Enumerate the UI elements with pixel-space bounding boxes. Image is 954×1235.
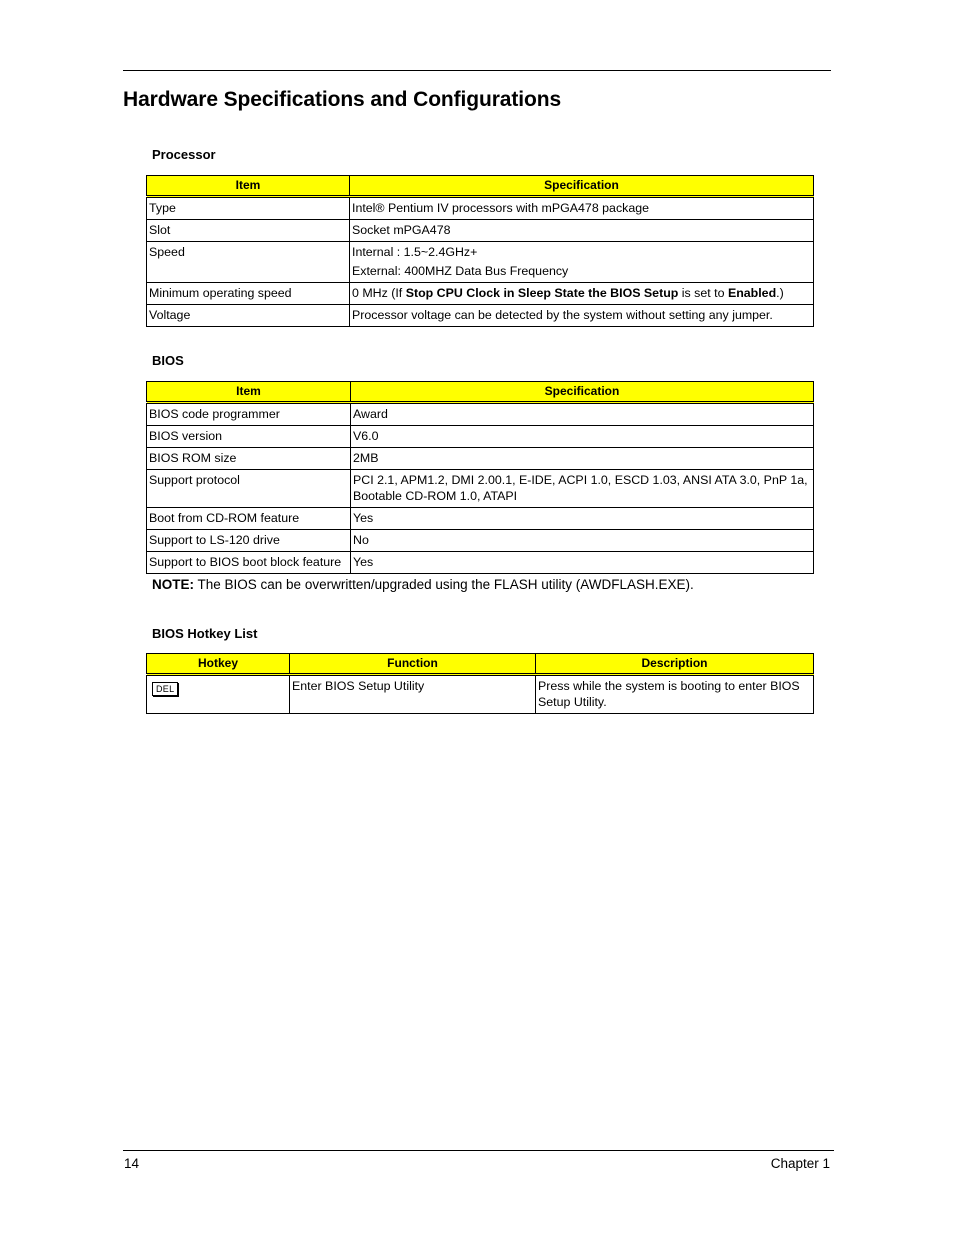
item-cell: BIOS ROM size xyxy=(147,448,351,470)
column-header-specification: Specification xyxy=(350,176,814,197)
table-row xyxy=(147,220,814,242)
page-number: 14 xyxy=(124,1156,140,1171)
item-cell: BIOS version xyxy=(147,426,351,448)
hotkey-heading: BIOS Hotkey List xyxy=(152,626,258,641)
item-cell: Speed xyxy=(147,242,350,283)
spec-cell: PCI 2.1, APM1.2, DMI 2.00.1, E-IDE, ACPI 1.0, ESCD 1.03, ANSI ATA 3.0, PnP 1a, Bootable CD-ROM 1.0, ATAPI xyxy=(351,470,814,508)
column-header-item: Item xyxy=(147,382,351,403)
column-header-item: Item xyxy=(147,176,350,197)
column-header-hotkey: Hotkey xyxy=(147,654,290,675)
description-cell: Press while the system is booting to enter BIOS Setup Utility. xyxy=(536,675,814,714)
item-cell: Slot xyxy=(147,220,350,242)
spec-cell: 2MB xyxy=(351,448,814,470)
item-cell: Type xyxy=(147,197,350,220)
item-cell: BIOS code programmer xyxy=(147,403,351,426)
item-cell: Boot from CD-ROM feature xyxy=(147,508,351,530)
hotkey-cell xyxy=(147,675,290,714)
item-cell: Voltage xyxy=(147,305,350,327)
table-row xyxy=(147,552,814,574)
footer-rule xyxy=(123,1150,834,1151)
note-text: The BIOS can be overwritten/upgraded using the FLASH utility (AWDFLASH.EXE). xyxy=(194,577,694,592)
spec-cell: Socket mPGA478 xyxy=(350,220,814,242)
bios-heading: BIOS xyxy=(152,353,184,368)
spec-text: 0 MHz (If xyxy=(352,286,406,300)
bios-table xyxy=(146,381,814,574)
note-label: NOTE: xyxy=(152,577,194,592)
column-header-function: Function xyxy=(290,654,536,675)
table-row xyxy=(147,242,814,283)
spec-emphasis: Enabled xyxy=(727,286,777,300)
spec-cell: Award xyxy=(351,403,814,426)
hotkey-table xyxy=(146,653,814,714)
spec-text: .) xyxy=(776,286,784,300)
table-row xyxy=(147,470,814,508)
table-row xyxy=(147,448,814,470)
table-row xyxy=(147,403,814,426)
table-row xyxy=(147,197,814,220)
spec-cell: Yes xyxy=(351,552,814,574)
function-cell: Enter BIOS Setup Utility xyxy=(290,675,536,714)
spec-cell: Intel® Pentium IV processors with mPGA478 package xyxy=(350,197,814,220)
bios-note xyxy=(152,577,694,592)
processor-heading: Processor xyxy=(152,147,216,162)
spec-cell xyxy=(350,283,814,305)
table-header-row xyxy=(147,176,814,197)
speed-internal: Internal : 1.5~2.4GHz+ xyxy=(352,245,478,259)
item-cell: Support to BIOS boot block feature xyxy=(147,552,351,574)
header-rule xyxy=(123,70,831,71)
item-cell: Minimum operating speed xyxy=(147,283,350,305)
spec-cell: Yes xyxy=(351,508,814,530)
table-header-row xyxy=(147,654,814,675)
table-row xyxy=(147,283,814,305)
spec-cell: V6.0 xyxy=(351,426,814,448)
page-title: Hardware Specifications and Configurations xyxy=(123,88,562,111)
table-row xyxy=(147,508,814,530)
table-header-row xyxy=(147,382,814,403)
spec-emphasis: Stop CPU Clock in Sleep State the BIOS Setup xyxy=(405,286,679,300)
processor-table xyxy=(146,175,814,327)
table-row xyxy=(147,305,814,327)
del-key-icon: DEL xyxy=(152,682,178,696)
table-row xyxy=(147,426,814,448)
item-cell: Support protocol xyxy=(147,470,351,508)
chapter-label: Chapter 1 xyxy=(770,1156,830,1171)
table-row xyxy=(147,530,814,552)
table-row xyxy=(147,675,814,714)
spec-text: is set to xyxy=(678,286,728,300)
column-header-description: Description xyxy=(536,654,814,675)
item-cell: Support to LS-120 drive xyxy=(147,530,351,552)
spec-cell xyxy=(350,242,814,283)
column-header-specification: Specification xyxy=(351,382,814,403)
spec-cell: No xyxy=(351,530,814,552)
speed-external: External: 400MHZ Data Bus Frequency xyxy=(352,264,569,278)
spec-cell: Processor voltage can be detected by the system without setting any jumper. xyxy=(350,305,814,327)
